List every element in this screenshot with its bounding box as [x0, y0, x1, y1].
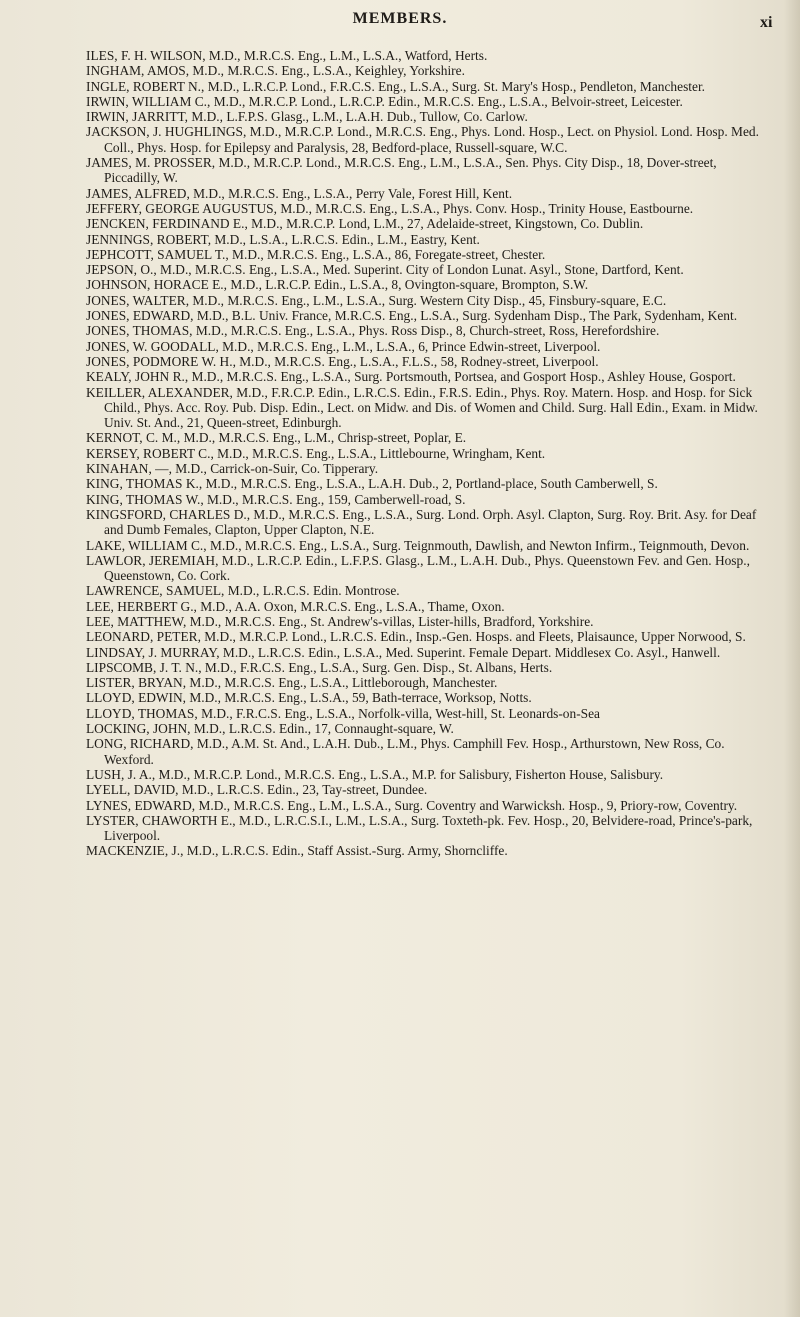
member-entry: JONES, PODMORE W. H., M.D., M.R.C.S. Eng., L.S.A., F.L.S., 58, Rodney-street, Liverpool. [86, 353, 599, 369]
member-entry: LONG, RICHARD, M.D., A.M. St. And., L.A.H. Dub., L.M., Phys. Camphill Fev. Hosp., Arthurstown, New Ross, Co. Wexford. [86, 736, 725, 767]
member-entry: JONES, WALTER, M.D., M.R.C.S. Eng., L.M., L.S.A., Surg. Western City Disp., 45, Finsbury-square, E.C. [86, 292, 667, 308]
member-entry: KERNOT, C. M., M.D., M.R.C.S. Eng., L.M., Chrisp-street, Poplar, E. [86, 430, 467, 446]
member-entry: JENCKEN, FERDINAND E., M.D., M.R.C.P. Lond, L.M., 27, Adelaide-street, Kingstown, Co. Dublin. [86, 216, 644, 232]
member-list [86, 48, 770, 859]
member-entry: LAWRENCE, SAMUEL, M.D., L.R.C.S. Edin. Montrose. [86, 583, 400, 599]
member-entry: LUSH, J. A., M.D., M.R.C.P. Lond., M.R.C.S. Eng., L.S.A., M.P. for Salisbury, Fisherton House, Salisbury. [86, 766, 664, 782]
member-entry: KEILLER, ALEXANDER, M.D., F.R.C.P. Edin., L.R.C.S. Edin., F.R.S. Edin., Phys. Roy. Matern. Hosp. and Hosp. for Sick Child., Phys. Acc. Roy. Pub. Disp. Edin., Lect. on Midw. and Dis. of Women and Child. Surg. Hall Edin., Exam. in Midw. Univ. St. And., 21, Queen-street, Edinburgh. [86, 384, 758, 431]
member-entry: INGLE, ROBERT N., M.D., L.R.C.P. Lond., F.R.C.S. Eng., L.S.A., Surg. St. Mary's Hosp., Pendleton, Manchester. [86, 78, 706, 94]
member-entry: KEALY, JOHN R., M.D., M.R.C.S. Eng., L.S.A., Surg. Portsmouth, Portsea, and Gosport Hosp., Ashley House, Gosport. [86, 369, 736, 385]
member-entry: KERSEY, ROBERT C., M.D., M.R.C.S. Eng., L.S.A., Littlebourne, Wringham, Kent. [86, 445, 546, 461]
member-entry: JACKSON, J. HUGHLINGS, M.D., M.R.C.P. Lond., M.R.C.S. Eng., Phys. Lond. Hosp., Lect. on Physiol. Lond. Hosp. Med. Coll., Phys. Hosp. for Epilepsy and Paralysis, 28, Bedford-place, Russell-square, W.C. [86, 124, 759, 155]
member-entry: KING, THOMAS W., M.D., M.R.C.S. Eng., 159, Camberwell-road, S. [86, 491, 466, 507]
member-entry: IRWIN, WILLIAM C., M.D., M.R.C.P. Lond., L.R.C.P. Edin., M.R.C.S. Eng., L.S.A., Belvoir-street, Leicester. [86, 93, 683, 109]
member-entry: LLOYD, THOMAS, M.D., F.R.C.S. Eng., L.S.A., Norfolk-villa, West-hill, St. Leonards-on-Sea [86, 705, 600, 721]
member-entry: JAMES, ALFRED, M.D., M.R.C.S. Eng., L.S.A., Perry Vale, Forest Hill, Kent. [86, 185, 513, 201]
member-entry: LAWLOR, JEREMIAH, M.D., L.R.C.P. Edin., L.F.P.S. Glasg., L.M., L.A.H. Dub., Phys. Queenstown Fev. and Gen. Hosp., Queenstown, Co. Cork. [86, 552, 750, 584]
member-entry: JONES, EDWARD, M.D., B.L. Univ. France, M.R.C.S. Eng., L.S.A., Surg. Sydenham Disp., The Park, Sydenham, Kent. [86, 308, 738, 324]
member-entry: ILES, F. H. WILSON, M.D., M.R.C.S. Eng., L.M., L.S.A., Watford, Herts. [86, 48, 488, 63]
member-entry: MACKENZIE, J., M.D., L.R.C.S. Edin., Staff Assist.-Surg. Army, Shorncliffe. [86, 843, 508, 859]
member-entry: LOCKING, JOHN, M.D., L.R.C.S. Edin., 17, Connaught-square, W. [86, 721, 454, 737]
member-entry: LYNES, EDWARD, M.D., M.R.C.S. Eng., L.M., L.S.A., Surg. Coventry and Warwicksh. Hosp., 9, Priory-row, Coventry. [86, 797, 738, 813]
member-entry: LYSTER, CHAWORTH E., M.D., L.R.C.S.I., L.M., L.S.A., Surg. Toxteth-pk. Fev. Hosp., 20, Belvidere-road, Prince's-park, Liverpool. [86, 812, 753, 844]
member-entry: JAMES, M. PROSSER, M.D., M.R.C.P. Lond., M.R.C.S. Eng., L.M., L.S.A., Sen. Phys. City Disp., 18, Dover-street, Piccadilly, W. [86, 155, 717, 186]
member-entry: LYELL, DAVID, M.D., L.R.C.S. Edin., 23, Tay-street, Dundee. [86, 782, 428, 798]
member-entry: KINGSFORD, CHARLES D., M.D., M.R.C.S. Eng., L.S.A., Surg. Lond. Orph. Asyl. Clapton, Surg. Roy. Brit. Asy. for Deaf and Dumb Females, Clapton, Upper Clapton, N.E. [86, 506, 757, 538]
member-entry: LEE, HERBERT G., M.D., A.A. Oxon, M.R.C.S. Eng., L.S.A., Thame, Oxon. [86, 598, 505, 614]
member-entry: LLOYD, EDWIN, M.D., M.R.C.S. Eng., L.S.A., 59, Bath-terrace, Worksop, Notts. [86, 690, 532, 706]
member-entry: IRWIN, JARRITT, M.D., L.F.P.S. Glasg., L.M., L.A.H. Dub., Tullow, Co. Carlow. [86, 109, 528, 125]
member-entry: JEFFERY, GEORGE AUGUSTUS, M.D., M.R.C.S. Eng., L.S.A., Phys. Conv. Hosp., Trinity House, Eastbourne. [86, 200, 694, 216]
member-entry: KINAHAN, —, M.D., Carrick-on-Suir, Co. Tipperary. [86, 461, 379, 477]
member-entry: LAKE, WILLIAM C., M.D., M.R.C.S. Eng., L.S.A., Surg. Teignmouth, Dawlish, and Newton Infirm., Teignmouth, Devon. [86, 537, 750, 553]
member-entry: JONES, W. GOODALL, M.D., M.R.C.S. Eng., L.M., L.S.A., 6, Prince Edwin-street, Liverpool. [86, 338, 601, 354]
member-entry: JOHNSON, HORACE E., M.D., L.R.C.P. Edin., L.S.A., 8, Ovington-square, Brompton, S.W. [86, 277, 589, 293]
member-entry: LISTER, BRYAN, M.D., M.R.C.S. Eng., L.S.A., Littleborough, Manchester. [86, 675, 498, 691]
member-entry: KING, THOMAS K., M.D., M.R.C.S. Eng., L.S.A., L.A.H. Dub., 2, Portland-place, South Camberwell, S. [86, 476, 658, 492]
member-entry: LEONARD, PETER, M.D., M.R.C.P. Lond., L.R.C.S. Edin., Insp.-Gen. Hosps. and Fleets, Plaisaunce, Upper Norwood, S. [86, 629, 746, 645]
running-head: MEMBERS. [352, 10, 448, 27]
member-entry: JEPHCOTT, SAMUEL T., M.D., M.R.C.S. Eng., L.S.A., 86, Foregate-street, Chester. [86, 246, 546, 262]
member-entry: JONES, THOMAS, M.D., M.R.C.S. Eng., L.S.A., Phys. Ross Disp., 8, Church-street, Ross, Herefordshire. [86, 323, 660, 339]
member-entry: LEE, MATTHEW, M.D., M.R.C.S. Eng., St. Andrew's-villas, Lister-hills, Bradford, Yorkshire. [86, 613, 594, 629]
member-entry: INGHAM, AMOS, M.D., M.R.C.S. Eng., L.S.A., Keighley, Yorkshire. [86, 63, 465, 79]
member-entry: LIPSCOMB, J. T. N., M.D., F.R.C.S. Eng., L.S.A., Surg. Gen. Disp., St. Albans, Herts. [86, 659, 553, 675]
member-entry: LINDSAY, J. MURRAY, M.D., L.R.C.S. Edin., L.S.A., Med. Superint. Female Depart. Middlesex Co. Asyl., Hanwell. [86, 644, 721, 660]
member-entry: JENNINGS, ROBERT, M.D., L.S.A., L.R.C.S. Edin., L.M., Eastry, Kent. [86, 231, 480, 247]
member-entry: JEPSON, O., M.D., M.R.C.S. Eng., L.S.A., Med. Superint. City of London Lunat. Asyl., Stone, Dartford, Kent. [86, 262, 684, 278]
page-number: xi [760, 14, 773, 31]
page-edge-shadow [784, 0, 800, 1317]
